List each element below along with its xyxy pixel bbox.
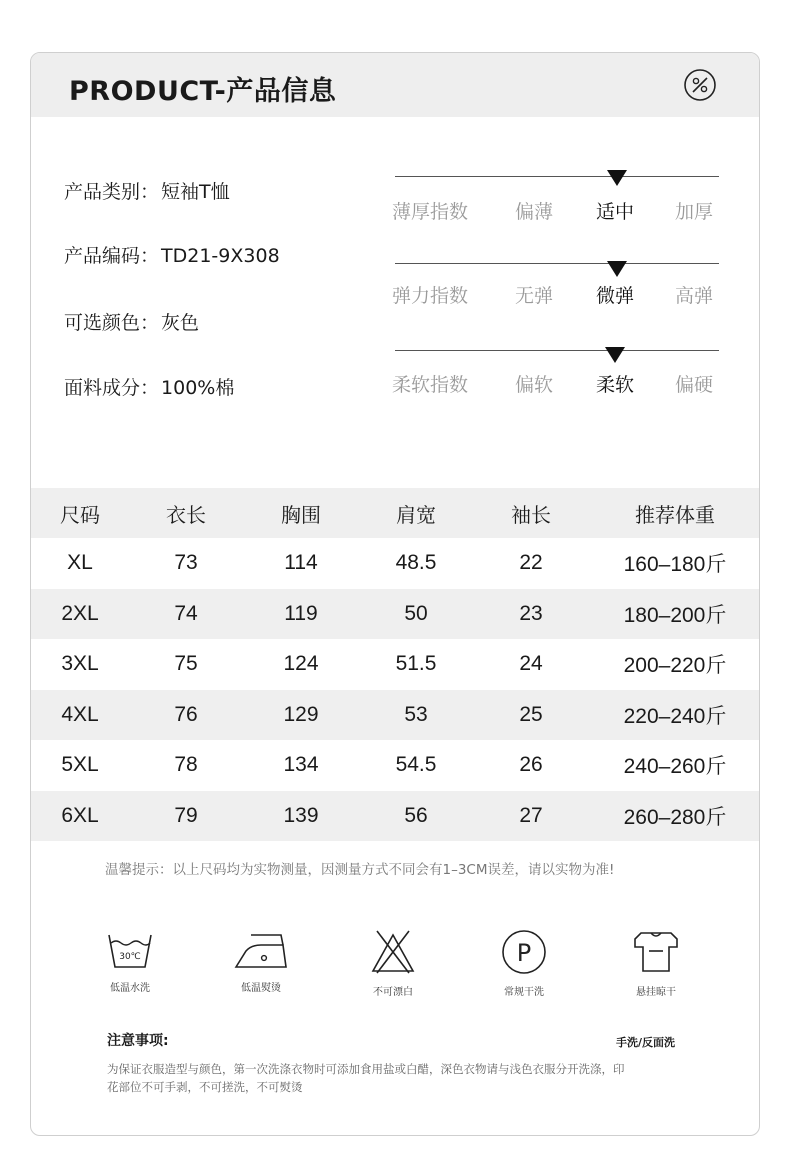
info-code-label: 产品编码： [64,245,160,267]
scale-line [395,176,719,177]
table-cell: 78 [174,753,198,777]
table-cell: 76 [174,702,198,726]
table-cell: 5XL [61,753,99,777]
info-category-label: 产品类别： [64,181,160,203]
table-cell: 3XL [61,652,99,676]
info-category-value: 短袖T恤 [161,181,230,203]
care-label: 不可漂白 [373,987,413,998]
table-row [31,740,760,791]
scale-option: 偏硬 [675,374,714,396]
dry-clean-p-icon [501,929,547,975]
care-label: 常规干洗 [504,987,544,998]
scale-option: 无弹 [515,285,554,307]
scale-option-selected: 微弹 [596,285,635,307]
table-cell: 160–180斤 [623,553,727,577]
info-fabric-label: 面料成分： [64,377,160,399]
info-code [64,241,280,268]
softness-scale [392,342,719,412]
no-shrink-badge-icon [683,68,717,102]
iron-low-icon [233,929,289,971]
table-cell: 2XL [61,601,99,625]
table-cell: XL [67,551,93,575]
scale-option: 高弹 [675,285,714,307]
info-color-label: 可选颜色： [64,312,160,334]
table-cell: 119 [284,601,318,625]
size-tip: 温馨提示：以上尺码均为实物测量，因测量方式不同会有1–3CM误差，请以实物为准! [105,862,615,878]
table-cell: 75 [174,652,198,676]
dry-clean-letter: P [516,939,532,967]
hang-dry-icon [633,929,679,975]
table-cell: 220–240斤 [623,704,727,728]
info-color [64,308,199,335]
notice-title: 注意事项: [107,1033,169,1049]
table-cell: 51.5 [395,652,437,676]
table-cell: 27 [519,803,543,827]
table-cell: 73 [174,551,198,575]
table-cell: 74 [174,601,198,625]
table-header-row [31,488,760,538]
table-cell: 56 [404,803,428,827]
care-label: 低温水洗 [110,983,150,994]
table-cell: 180–200斤 [623,603,727,627]
table-cell: 25 [519,702,543,726]
table-header-cell: 胸围 [281,502,321,527]
product-info-card [30,52,760,1136]
notice-text: 为保证衣服造型与颜色，第一次洗涤衣物时可添加食用盐或白醋，深色衣物请与浅色衣服分开洗涤，印花部位不可手剥，不可搓洗，不可熨烫 [107,1062,625,1094]
table-cell: 48.5 [395,551,437,575]
table-row [31,589,760,640]
info-color-value: 灰色 [161,312,200,334]
table-cell: 53 [404,702,428,726]
table-cell: 200–220斤 [623,654,727,678]
scale-line [395,350,719,351]
table-header-cell: 推荐体重 [635,502,715,527]
wash-temp-text: 30℃ [119,952,141,962]
care-wash [70,929,190,994]
table-cell: 50 [404,601,428,625]
elasticity-scale [392,254,719,324]
table-cell: 4XL [61,702,99,726]
scale-option: 加厚 [675,201,714,223]
table-cell: 124 [283,652,319,676]
care-label: 悬挂晾干 [636,987,676,998]
size-table [31,488,760,841]
care-label: 低温熨烫 [241,983,281,994]
table-cell: 79 [174,803,198,827]
table-header-cell: 袖长 [511,502,551,527]
table-cell: 6XL [61,803,99,827]
scale-option: 偏薄 [515,201,554,223]
care-hang [596,929,716,998]
care-dryclean [464,929,584,998]
scale-name: 弹力指数 [392,285,469,307]
scale-marker-icon [607,170,627,186]
info-fabric-value: 100%棉 [161,377,235,399]
table-row [31,538,760,589]
scale-marker-icon [605,347,625,363]
care-iron [201,929,321,994]
table-cell: 26 [519,753,543,777]
table-cell: 24 [519,652,543,676]
table-header-cell: 尺码 [60,502,100,527]
table-cell: 260–280斤 [623,805,727,829]
table-cell: 240–260斤 [623,755,727,779]
scale-marker-icon [607,261,627,277]
table-cell: 114 [284,551,318,575]
table-header-cell: 肩宽 [396,502,436,527]
scale-option-selected: 柔软 [596,374,635,396]
notice-wash-method: 手洗/反面洗 [615,1036,675,1049]
scale-line [395,263,719,264]
table-cell: 129 [283,702,319,726]
card-header [31,53,759,117]
scale-name: 薄厚指数 [392,201,469,223]
no-bleach-icon [369,929,417,975]
info-code-value: TD21-9X308 [161,245,280,267]
table-header-cell: 衣长 [166,502,206,527]
table-row [31,791,760,842]
table-cell: 23 [519,601,543,625]
table-cell: 54.5 [395,753,437,777]
care-bleach [333,929,453,998]
info-fabric [64,373,234,400]
info-category [64,177,230,204]
table-cell: 134 [283,753,319,777]
scale-name: 柔软指数 [392,374,469,396]
thickness-scale [392,167,719,237]
table-row [31,639,760,690]
scale-option-selected: 适中 [596,201,635,223]
table-cell: 139 [283,803,319,827]
page-title: PRODUCT-产品信息 [69,76,337,107]
scale-option: 偏软 [515,374,554,396]
table-row [31,690,760,741]
table-cell: 22 [519,551,543,575]
wash-30c-icon [105,929,155,971]
